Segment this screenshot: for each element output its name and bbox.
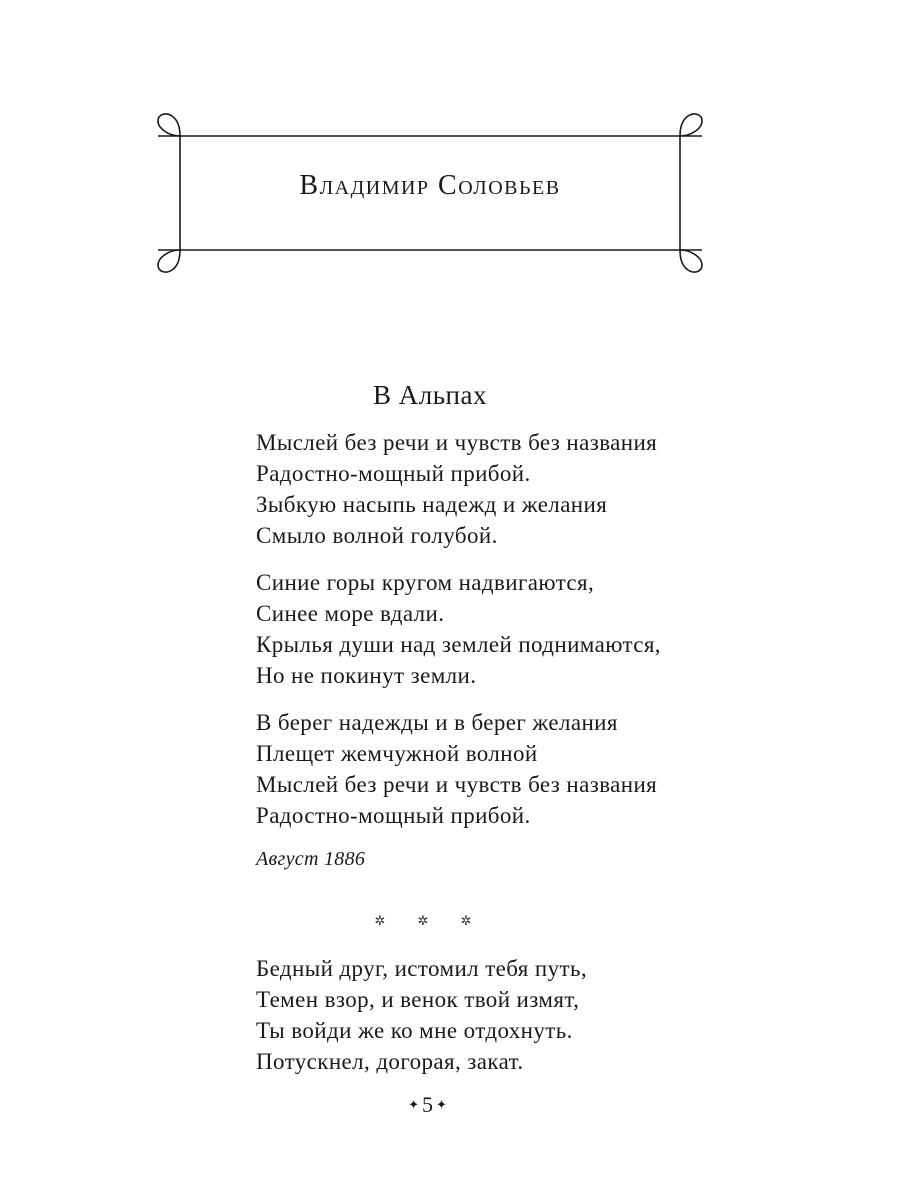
poem-date: Август 1886 (256, 848, 366, 870)
verse-line: Потускнел, догорая, закат. (256, 1049, 524, 1074)
poem-title: В Альпах (373, 380, 487, 410)
stanza-3 (256, 707, 657, 831)
stanza-1 (256, 427, 657, 551)
verse-line: Темен взор, и венок твой измят, (256, 987, 580, 1012)
page-number (0, 1092, 855, 1118)
verse-line: Ты войди же ко мне отдохнуть. (256, 1018, 573, 1043)
verse-line: Радостно-мощный прибой. (256, 461, 531, 486)
verse-line: Смыло волной голубой. (256, 523, 498, 548)
asterism-separator: ✲ ✲ ✲ (374, 914, 486, 929)
verse-line: Синие горы кругом надвигаются, (256, 570, 595, 595)
verse-line: Но не покинут земли. (256, 663, 477, 688)
verse-line: Синее море вдали. (256, 601, 445, 626)
verse-line: Бедный друг, истомил тебя путь, (256, 956, 588, 981)
stanza-2 (256, 567, 661, 691)
verse-line: Крылья души над землей поднимаются, (256, 632, 661, 657)
verse-line: Радостно-мощный прибой. (256, 803, 531, 828)
verse-line: В берег надежды и в берег желания (256, 710, 618, 735)
ornament-star-icon: ✦ (408, 1098, 419, 1113)
author-frame (150, 108, 710, 280)
page-number-value: 5 (422, 1092, 433, 1117)
author-name: Владимир Соловьев (299, 170, 561, 201)
verse-line: Зыбкую насыпь надежд и желания (256, 492, 608, 517)
verse-line: Мыслей без речи и чувств без названия (256, 430, 658, 455)
stanza-4 (256, 953, 587, 1077)
verse-line: Мыслей без речи и чувств без названия (256, 772, 658, 797)
verse-line: Плещет жемчужной волной (256, 741, 538, 766)
ornament-star-icon: ✦ (436, 1098, 447, 1113)
